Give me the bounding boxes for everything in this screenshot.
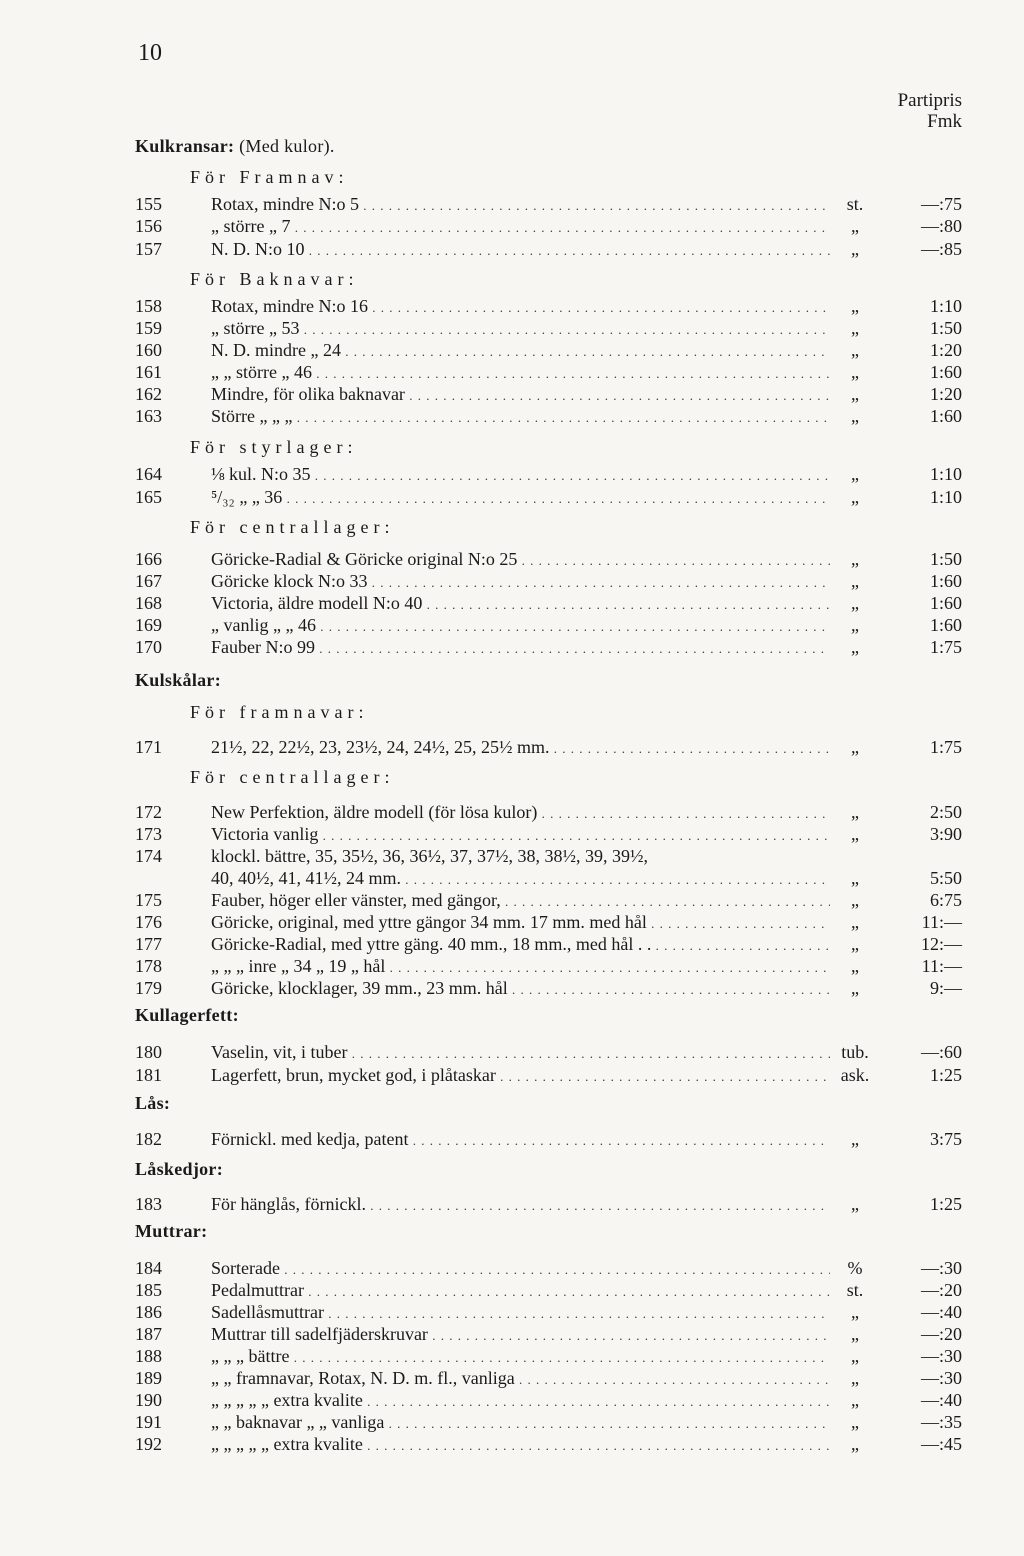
item-price: 3:75 xyxy=(929,1129,962,1149)
price-row xyxy=(135,485,962,509)
item-unit: „ xyxy=(851,1194,859,1214)
item-description: Victoria, äldre modell N:o 40 . . . xyxy=(211,591,830,617)
item-unit: „ xyxy=(851,737,859,757)
item-number: 187 xyxy=(135,1324,162,1344)
item-unit: st. xyxy=(846,1280,864,1300)
item-unit: „ xyxy=(851,340,859,360)
item-price: 1:60 xyxy=(929,593,962,613)
item-number: 171 xyxy=(135,737,162,757)
price-row xyxy=(135,735,962,759)
item-number: 170 xyxy=(135,637,162,657)
item-description: Victoria vanlig . . . xyxy=(211,822,830,848)
item-description: Fauber N:o 99 . . . xyxy=(211,635,830,661)
price-row xyxy=(135,214,962,238)
price-row xyxy=(135,360,962,384)
item-price: 11:— xyxy=(921,912,962,932)
item-unit: „ xyxy=(851,956,859,976)
item-description: För hänglås, förnickl. . . . xyxy=(211,1192,830,1218)
item-description: Mindre, för olika baknavar . . . xyxy=(211,382,830,408)
price-row xyxy=(135,954,962,978)
item-unit: tub. xyxy=(841,1042,869,1062)
item-number: 165 xyxy=(135,487,162,507)
item-number: 178 xyxy=(135,956,162,976)
item-description: „ vanlig „ „ 46 . . . xyxy=(211,613,830,639)
price-header xyxy=(898,90,962,132)
item-price: —:30 xyxy=(920,1368,962,1388)
item-number: 190 xyxy=(135,1390,162,1410)
item-price: 3:90 xyxy=(929,824,962,844)
item-number: 167 xyxy=(135,571,162,591)
item-description: „ „ „ „ „ extra kvalite . . . xyxy=(211,1388,830,1414)
item-number: 166 xyxy=(135,549,162,569)
item-unit: „ xyxy=(851,890,859,910)
item-price: —:80 xyxy=(920,216,962,236)
item-description: 40, 40½, 41, 41½, 24 mm. . . . xyxy=(211,866,830,892)
item-price: —:40 xyxy=(920,1390,962,1410)
item-description: „ „ „ bättre . . . xyxy=(211,1344,830,1370)
item-number: 180 xyxy=(135,1042,162,1062)
item-unit: „ xyxy=(851,571,859,591)
price-row xyxy=(135,844,962,868)
section-title: Kulkransar: xyxy=(135,136,235,156)
price-row xyxy=(135,1322,962,1346)
item-price: 11:— xyxy=(921,956,962,976)
section-subtitle: (Med kulor). xyxy=(239,136,335,156)
item-number: 155 xyxy=(135,194,162,214)
item-description: N. D. mindre „ 24 . . . xyxy=(211,338,830,364)
item-unit: st. xyxy=(846,194,864,214)
item-description: Sorterade . . . xyxy=(211,1256,830,1282)
item-price: 1:50 xyxy=(929,549,962,569)
item-price: —:40 xyxy=(920,1302,962,1322)
item-unit: „ xyxy=(851,384,859,404)
item-number: 163 xyxy=(135,406,162,426)
price-row xyxy=(135,1278,962,1302)
item-unit: „ xyxy=(851,615,859,635)
item-description: Sadellåsmuttrar . . . xyxy=(211,1300,830,1326)
item-description: Rotax, mindre N:o 16 . . . xyxy=(211,294,830,320)
item-description: „ större „ 53 . . . xyxy=(211,316,830,342)
item-number: 172 xyxy=(135,802,162,822)
item-number: 169 xyxy=(135,615,162,635)
price-row xyxy=(135,294,962,318)
item-price: 1:10 xyxy=(929,464,962,484)
item-number: 182 xyxy=(135,1129,162,1149)
item-price: 1:10 xyxy=(929,296,962,316)
item-number: 168 xyxy=(135,593,162,613)
price-row xyxy=(135,635,962,659)
item-description: Lagerfett, brun, mycket god, i plåtaskar . . . xyxy=(211,1063,830,1089)
item-number: 188 xyxy=(135,1346,162,1366)
price-row xyxy=(135,237,962,261)
price-row xyxy=(135,569,962,593)
page-number: 10 xyxy=(138,40,162,66)
item-unit: „ xyxy=(851,1412,859,1432)
item-price: 1:75 xyxy=(929,637,962,657)
price-row xyxy=(135,338,962,362)
item-number: 158 xyxy=(135,296,162,316)
item-unit: „ xyxy=(851,593,859,613)
price-header-line1: Partipris xyxy=(897,90,962,111)
section-las: Lås: xyxy=(135,1093,171,1113)
price-row xyxy=(135,462,962,486)
item-number: 164 xyxy=(135,464,162,484)
item-number: 179 xyxy=(135,978,162,998)
item-description: Större „ „ „ . . . xyxy=(211,404,830,430)
item-price: 1:50 xyxy=(929,318,962,338)
item-description: „ „ „ inre „ 34 „ 19 „ hål . . . xyxy=(211,954,830,980)
item-description: New Perfektion, äldre modell (för lösa kulor) . . . xyxy=(211,800,830,826)
item-price: 12:— xyxy=(920,934,962,954)
price-row xyxy=(135,316,962,340)
item-price: —:85 xyxy=(920,239,962,259)
subhead-baknavar: För Baknavar: xyxy=(190,269,359,289)
item-price: 6:75 xyxy=(929,890,962,910)
item-price: 1:10 xyxy=(929,487,962,507)
item-price: 1:25 xyxy=(929,1194,962,1214)
item-number: 184 xyxy=(135,1258,162,1278)
item-number: 156 xyxy=(135,216,162,236)
section-kulkransar xyxy=(135,136,335,157)
item-number: 175 xyxy=(135,890,162,910)
price-row xyxy=(135,888,962,912)
item-price: 1:75 xyxy=(929,737,962,757)
item-price: —:20 xyxy=(920,1324,962,1344)
price-row xyxy=(135,591,962,615)
item-description: Muttrar till sadelfjäderskruvar . . . xyxy=(211,1322,830,1348)
item-number: 174 xyxy=(135,846,162,866)
section-kullagerfett: Kullagerfett: xyxy=(135,1005,239,1025)
price-row xyxy=(135,976,962,1000)
item-unit: „ xyxy=(851,296,859,316)
item-description: Rotax, mindre N:o 5 . . . xyxy=(211,192,830,218)
item-unit: „ xyxy=(851,1368,859,1388)
item-price: 9:— xyxy=(929,978,962,998)
price-row xyxy=(135,613,962,637)
item-price: —:30 xyxy=(920,1258,962,1278)
item-number: 173 xyxy=(135,824,162,844)
item-unit: „ xyxy=(851,637,859,657)
item-unit: % xyxy=(847,1258,863,1278)
item-unit: „ xyxy=(851,1390,859,1410)
item-unit: „ xyxy=(851,362,859,382)
item-price: 1:60 xyxy=(929,406,962,426)
item-description: Göricke-Radial & Göricke original N:o 25 . . . xyxy=(211,547,830,573)
item-description: 21½, 22, 22½, 23, 23½, 24, 24½, 25, 25½ mm. . . . xyxy=(211,735,830,761)
price-row xyxy=(135,192,962,216)
item-description: ⁵/₃₂ „ „ 36 . . . xyxy=(211,485,830,511)
item-description: Göricke klock N:o 33 . . . xyxy=(211,569,830,595)
item-unit: „ xyxy=(851,978,859,998)
subhead-framnavar: För framnavar: xyxy=(190,702,369,722)
item-price: 5:50 xyxy=(929,868,962,888)
item-price: 1:60 xyxy=(929,615,962,635)
subhead-centrallager: För centrallager: xyxy=(190,517,395,537)
section-muttrar: Muttrar: xyxy=(135,1221,208,1241)
item-number: 157 xyxy=(135,239,162,259)
item-description: N. D. N:o 10 . . . xyxy=(211,237,830,263)
item-description: Göricke, original, med yttre gängor 34 mm. 17 mm. med hål . . . xyxy=(211,910,830,936)
item-description: „ „ „ „ „ extra kvalite . . . xyxy=(211,1432,830,1458)
item-number: 185 xyxy=(135,1280,162,1300)
item-number: 189 xyxy=(135,1368,162,1388)
item-price: —:35 xyxy=(920,1412,962,1432)
price-row xyxy=(135,1040,962,1064)
item-description: Pedalmuttrar . . . xyxy=(211,1278,830,1304)
item-unit: „ xyxy=(851,1129,859,1149)
item-description: Förnickl. med kedja, patent . . . xyxy=(211,1127,830,1153)
price-row xyxy=(135,1432,962,1456)
item-number: 162 xyxy=(135,384,162,404)
item-price: 1:20 xyxy=(929,384,962,404)
item-unit: „ xyxy=(851,1346,859,1366)
price-row xyxy=(135,1063,962,1087)
item-price: 1:25 xyxy=(929,1065,962,1085)
item-unit: „ xyxy=(851,464,859,484)
price-row xyxy=(135,547,962,571)
item-unit: „ xyxy=(851,802,859,822)
item-price: 1:60 xyxy=(929,362,962,382)
item-number: 176 xyxy=(135,912,162,932)
section-laskedjor: Låskedjor: xyxy=(135,1159,223,1179)
item-number: 191 xyxy=(135,1412,162,1432)
item-number: 160 xyxy=(135,340,162,360)
item-description: Göricke-Radial, med yttre gäng. 40 mm., 18 mm., med hål . . . . . xyxy=(211,932,830,958)
price-row xyxy=(135,1366,962,1390)
subhead-framnav: För Framnav: xyxy=(190,167,349,187)
item-number: 183 xyxy=(135,1194,162,1214)
item-description: Vaselin, vit, i tuber . . . xyxy=(211,1040,830,1066)
item-unit: „ xyxy=(851,216,859,236)
price-row xyxy=(135,800,962,824)
item-description: Fauber, höger eller vänster, med gängor, . . . xyxy=(211,888,830,914)
item-unit: „ xyxy=(851,1324,859,1344)
item-unit: „ xyxy=(851,1434,859,1454)
item-unit: „ xyxy=(851,549,859,569)
item-unit: „ xyxy=(851,239,859,259)
item-description: „ „ större „ 46 . . . xyxy=(211,360,830,386)
price-row xyxy=(135,932,962,956)
item-price: 2:50 xyxy=(929,802,962,822)
price-row xyxy=(135,1410,962,1434)
item-unit: „ xyxy=(851,912,859,932)
price-row xyxy=(135,1192,962,1216)
price-row xyxy=(135,1256,962,1280)
item-description: „ „ framnavar, Rotax, N. D. m. fl., vanliga . . . xyxy=(211,1366,830,1392)
item-unit: „ xyxy=(851,868,859,888)
item-number: 159 xyxy=(135,318,162,338)
item-unit: „ xyxy=(851,318,859,338)
price-row xyxy=(135,822,962,846)
item-price: —:45 xyxy=(920,1434,962,1454)
item-description: ⅛ kul. N:o 35 . . . xyxy=(211,462,830,488)
subhead-styrlager: För styrlager: xyxy=(190,437,358,457)
item-price: —:75 xyxy=(920,194,962,214)
price-header-line2: Fmk xyxy=(927,111,962,132)
section-kulskalar: Kulskålar: xyxy=(135,670,222,690)
item-price: —:60 xyxy=(920,1042,962,1062)
item-number: 161 xyxy=(135,362,162,382)
item-price: —:30 xyxy=(920,1346,962,1366)
price-row xyxy=(135,1388,962,1412)
item-number: 186 xyxy=(135,1302,162,1322)
item-number: 181 xyxy=(135,1065,162,1085)
item-unit: „ xyxy=(851,824,859,844)
price-row xyxy=(135,1300,962,1324)
item-price: 1:60 xyxy=(929,571,962,591)
item-number: 192 xyxy=(135,1434,162,1454)
price-row xyxy=(135,1344,962,1368)
item-description: „ större „ 7 . . . xyxy=(211,214,830,240)
item-unit: „ xyxy=(851,487,859,507)
price-row xyxy=(135,910,962,934)
price-row xyxy=(135,1127,962,1151)
item-number: 177 xyxy=(135,934,162,954)
item-unit: „ xyxy=(851,406,859,426)
price-row-continuation xyxy=(135,866,962,890)
price-row xyxy=(135,382,962,406)
subhead-centrallager-2: För centrallager: xyxy=(190,767,395,787)
item-unit: ask. xyxy=(840,1065,870,1085)
item-price: 1:20 xyxy=(929,340,962,360)
item-description: „ „ baknavar „ „ vanliga . . . xyxy=(211,1410,830,1436)
item-description: Göricke, klocklager, 39 mm., 23 mm. hål . . . xyxy=(211,976,830,1002)
item-price: —:20 xyxy=(920,1280,962,1300)
item-unit: „ xyxy=(851,934,859,954)
item-description: klockl. bättre, 35, 35½, 36, 36½, 37, 37½, 38, 38½, 39, 39½, xyxy=(211,846,648,866)
price-row xyxy=(135,404,962,428)
item-unit: „ xyxy=(851,1302,859,1322)
